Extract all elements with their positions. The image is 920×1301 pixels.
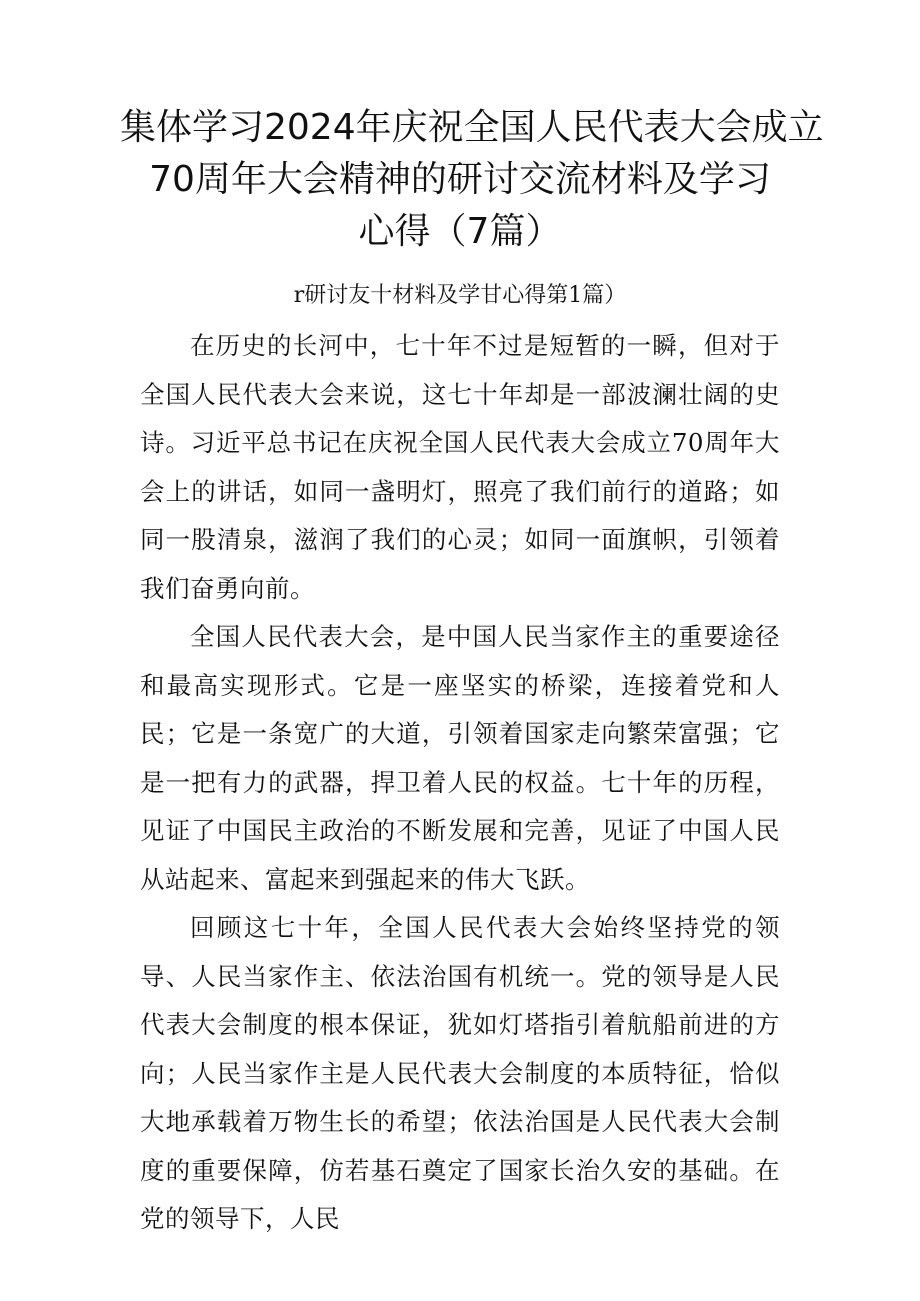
title-line-2: 70周年大会精神的研讨交流材料及学习 xyxy=(149,159,771,200)
title-line-3: 心得（7篇） xyxy=(358,211,562,252)
document-title xyxy=(120,102,824,258)
section-heading: r研讨友十材料及学甘心得第1篇） xyxy=(293,283,627,308)
paragraph-3: 回顾这七十年，全国人民代表大会始终坚持党的领导、人民当家作主、依法治国有机统一。党的领导是人民代表大会制度的根本保证，犹如灯塔指引着航船前进的方向；人民当家作主是人民代表大会制度的本质特征，恰似大地承载着万物生长的希望；依法治国是人民代表大会制度的重要保障，仿若基石奠定了国家长治久安的基础。在党的领导下，人民 xyxy=(140,913,780,1233)
document-body xyxy=(140,322,780,1244)
title-line-1: 集体学习2024年庆祝全国人民代表大会成立 xyxy=(120,107,824,148)
paragraph-2: 全国人民代表大会，是中国人民当家作主的重要途径和最高实现形式。它是一座坚实的桥梁，连接着党和人民；它是一条宽广的大道，引领着国家走向繁荣富强；它是一把有力的武器，捍卫着人民的权益。七十年的历程，见证了中国民主政治的不断发展和完善，见证了中国人民从站起来、富起来到强起来的伟大飞跃。 xyxy=(140,622,780,894)
paragraph-1: 在历史的长河中，七十年不过是短暂的一瞬，但对于全国人民代表大会来说，这七十年却是一部波澜壮阔的史诗。习近平总书记在庆祝全国人民代表大会成立70周年大会上的讲话，如同一盏明灯，照亮了我们前行的道路；如同一股清泉，滋润了我们的心灵；如同一面旗帜，引领着我们奋勇向前。 xyxy=(140,331,780,603)
